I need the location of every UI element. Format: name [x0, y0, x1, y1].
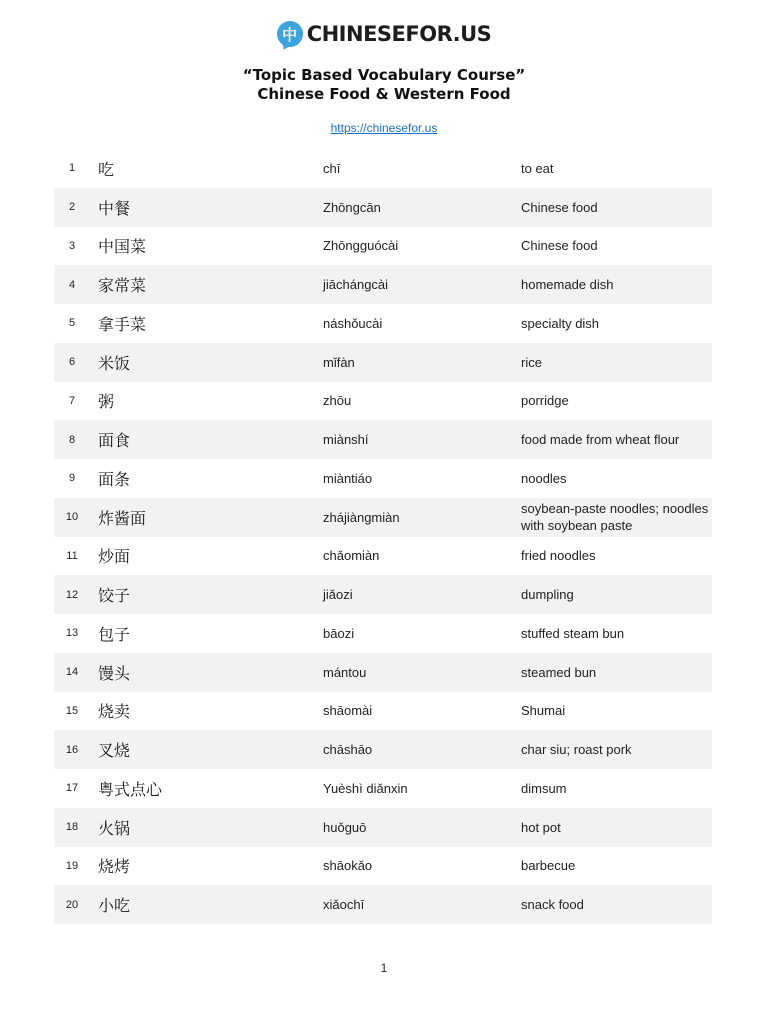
row-meaning: porridge	[521, 393, 569, 409]
row-pinyin: xiǎochī	[323, 897, 365, 913]
row-hanzi: 粤式点心	[98, 779, 163, 799]
row-meaning: snack food	[521, 897, 584, 913]
row-meaning: fried noodles	[521, 548, 596, 564]
row-number: 2	[68, 201, 76, 214]
vocabulary-table	[54, 149, 712, 924]
row-meaning: homemade dish	[521, 277, 614, 293]
row-hanzi: 中国菜	[98, 237, 147, 257]
row-meaning: Shumai	[521, 703, 566, 719]
row-pinyin: Zhōngcān	[323, 199, 381, 215]
table-row	[54, 575, 712, 614]
logo-text: CHINESEFOR.US	[306, 22, 492, 46]
row-number: 1	[68, 162, 76, 175]
row-hanzi: 面食	[98, 431, 131, 451]
row-number: 19	[65, 859, 79, 872]
table-row	[54, 227, 712, 266]
row-meaning: hot pot	[521, 819, 561, 835]
row-hanzi: 馒头	[98, 663, 131, 683]
row-pinyin: jiǎozi	[323, 587, 353, 603]
row-number: 11	[66, 549, 78, 562]
row-number: 13	[65, 627, 79, 640]
row-hanzi: 火锅	[98, 818, 131, 838]
row-pinyin: jiāchángcài	[323, 277, 389, 293]
row-hanzi: 拿手菜	[98, 314, 147, 334]
table-row	[54, 537, 712, 576]
row-pinyin: miàntiáo	[323, 470, 373, 486]
table-row	[54, 265, 712, 304]
table-row	[54, 498, 712, 537]
table-row	[54, 459, 712, 498]
table-row	[54, 149, 712, 188]
row-hanzi: 炒面	[98, 547, 131, 567]
table-row	[54, 653, 712, 692]
row-number: 6	[68, 356, 76, 369]
row-hanzi: 米饭	[98, 353, 131, 373]
table-row	[54, 614, 712, 653]
row-number: 15	[65, 704, 79, 717]
website-link[interactable]: https://chinesefor.us	[330, 121, 438, 135]
row-hanzi: 烧卖	[98, 702, 131, 722]
row-hanzi: 粥	[98, 392, 115, 412]
row-number: 17	[65, 782, 79, 795]
row-number: 14	[65, 666, 79, 679]
row-hanzi: 面条	[98, 469, 131, 489]
row-meaning: barbecue	[521, 858, 576, 874]
table-row	[54, 730, 712, 769]
table-row	[54, 885, 712, 924]
row-meaning: noodles	[521, 470, 567, 486]
row-meaning: soybean-paste noodles; noodles with soybean paste	[521, 501, 709, 534]
row-pinyin: miànshí	[323, 432, 369, 448]
row-number: 20	[65, 898, 79, 911]
row-pinyin: mǐfàn	[323, 354, 355, 370]
row-hanzi: 炸酱面	[98, 508, 147, 528]
row-number: 12	[65, 588, 79, 601]
row-pinyin: chī	[323, 160, 341, 176]
row-hanzi: 叉烧	[98, 741, 131, 761]
row-number: 18	[65, 821, 79, 834]
table-row	[54, 769, 712, 808]
row-pinyin: mántou	[323, 664, 367, 680]
table-row	[54, 382, 712, 421]
row-meaning: to eat	[521, 160, 554, 176]
row-hanzi: 家常菜	[98, 276, 147, 296]
document-subtitle: Chinese Food & Western Food	[257, 85, 511, 103]
row-hanzi: 烧烤	[98, 857, 131, 877]
row-meaning: stuffed steam bun	[521, 625, 625, 641]
row-meaning: rice	[521, 354, 542, 370]
table-row	[54, 420, 712, 459]
row-pinyin: huǒguō	[323, 819, 367, 835]
row-hanzi: 饺子	[98, 586, 131, 606]
row-pinyin: bāozi	[323, 625, 355, 641]
chat-bubble-icon: 中	[277, 21, 303, 47]
table-row	[54, 808, 712, 847]
table-row	[54, 188, 712, 227]
row-meaning: food made from wheat flour	[521, 432, 680, 448]
row-number: 10	[65, 511, 79, 524]
row-meaning: steamed bun	[521, 664, 597, 680]
row-pinyin: Yuèshì diǎnxin	[323, 780, 408, 796]
page-number: 1	[380, 961, 388, 975]
row-number: 4	[68, 278, 76, 291]
row-hanzi: 小吃	[98, 896, 131, 916]
row-number: 8	[68, 433, 76, 446]
row-meaning: specialty dish	[521, 315, 600, 331]
table-row	[54, 304, 712, 343]
row-pinyin: shāomài	[323, 703, 373, 719]
row-pinyin: Zhōngguócài	[323, 238, 399, 254]
row-meaning: dimsum	[521, 780, 567, 796]
row-meaning: char siu; roast pork	[521, 742, 632, 758]
row-number: 3	[68, 239, 76, 252]
logo	[0, 20, 768, 48]
row-number: 9	[68, 472, 76, 485]
row-pinyin: chāshāo	[323, 742, 373, 758]
row-meaning: Chinese food	[521, 199, 598, 215]
row-hanzi: 包子	[98, 624, 131, 644]
row-meaning: Chinese food	[521, 238, 598, 254]
document-title: “Topic Based Vocabulary Course”	[242, 66, 526, 84]
row-pinyin: shāokǎo	[323, 858, 373, 874]
row-hanzi: 中餐	[98, 198, 131, 218]
row-pinyin: zhájiàngmiàn	[323, 509, 400, 525]
row-number: 16	[65, 743, 79, 756]
row-pinyin: chǎomiàn	[323, 548, 380, 564]
row-number: 7	[68, 394, 76, 407]
table-row	[54, 343, 712, 382]
table-row	[54, 847, 712, 886]
table-row	[54, 692, 712, 731]
row-hanzi: 吃	[98, 159, 115, 179]
row-number: 5	[68, 317, 76, 330]
row-meaning: dumpling	[521, 587, 574, 603]
row-pinyin: náshǒucài	[323, 315, 383, 331]
row-pinyin: zhōu	[323, 393, 352, 409]
